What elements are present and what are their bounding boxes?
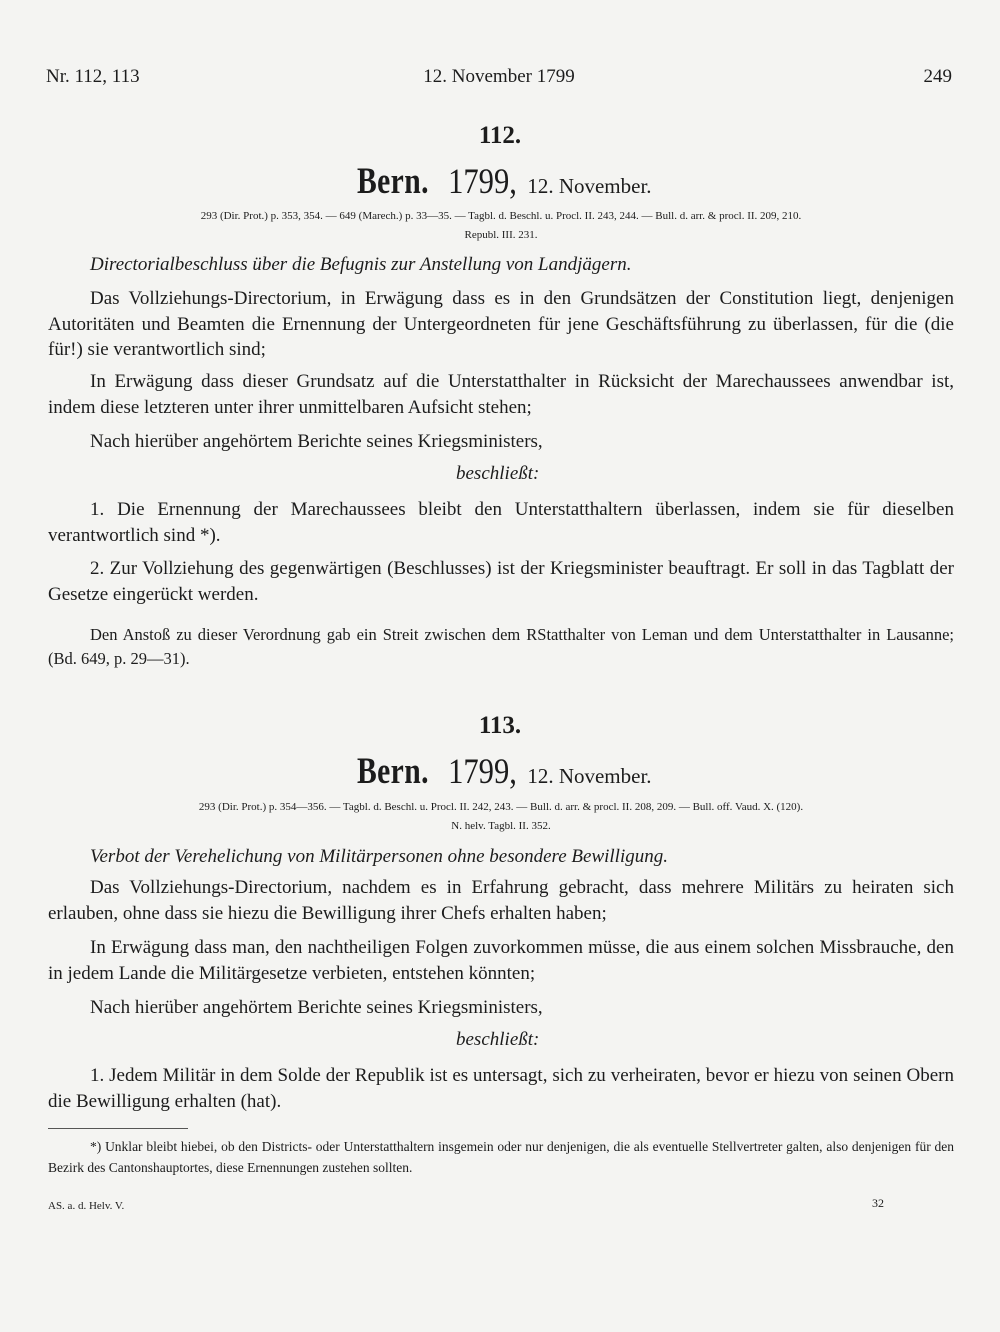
doc-112-year: 1799, (448, 161, 518, 201)
doc-112-sources-line2: Republ. III. 231. (464, 229, 538, 241)
doc-112-editorial-note: Den Anstoß zu dieser Verordnung gab ein Streit zwischen dem RStatthalter von Leman und dem Unterstatthalter in Lausanne; (Bd. 649, p. 29—31). (48, 625, 954, 668)
header-page-number: 249 (923, 66, 952, 87)
doc-113-day: 12. November. (527, 764, 652, 788)
doc-113-place: Bern. (357, 751, 430, 792)
doc-112-dateline (0, 160, 1000, 203)
doc-113-dateline (0, 750, 1000, 793)
running-header (46, 66, 952, 96)
footnote: *) Unklar bleibt hiebei, ob den Districts- oder Unterstatthaltern insgemein oder nur denjenigen, die als eventuelle Stellvertreter galten, also denjenigen für den Bezirk des Cantonshauptortes, diese Ernennungen zustehen sollten. (48, 1139, 954, 1175)
footer-signature: AS. a. d. Helv. V. (48, 1200, 125, 1212)
doc-112-title: Directorialbeschluss über die Befugnis zur Anstellung von Landjägern. (90, 254, 632, 275)
doc-113-para-2: In Erwägung dass man, den nachtheiligen Folgen zuvorkommen müsse, die aus einem solchen Missbrauche, den in jedem Lande die Militärgesetze verbieten, entstehen könnten; (48, 937, 954, 984)
doc-113-sources-line2: N. helv. Tagbl. II. 352. (451, 820, 551, 832)
footnote-rule (48, 1128, 188, 1129)
doc-112-decision: beschließt: (456, 463, 540, 484)
doc-112-place: Bern. (357, 161, 430, 202)
doc-112-sources-line1: 293 (Dir. Prot.) p. 353, 354. — 649 (Marech.) p. 33—35. — Tagbl. d. Beschl. u. Procl. II. 243, 244. — Bull. d. arr. & procl. II. 209, 210. (200, 210, 802, 222)
doc-113-article-1: 1. Jedem Militär in dem Solde der Republik ist es untersagt, sich zu verheiraten, bevor er hiezu von seinen Obern die Bewilligung erhalten (hat). (48, 1065, 954, 1112)
doc-112-para-3: Nach hierüber angehörtem Berichte seines Kriegsministers, (90, 431, 543, 452)
doc-112-article-2: 2. Zur Vollziehung des gegenwärtigen (Beschlusses) ist der Kriegsminister beauftragt. Er soll in das Tagblatt der Gesetze eingerückt werden. (48, 558, 954, 605)
doc-112-para-2: In Erwägung dass dieser Grundsatz auf die Unterstatthalter in Rücksicht der Marechaussees anwendbar ist, indem diese letzteren unter ihrer unmittelbaren Aufsicht stehen; (48, 371, 954, 418)
doc-113-number: 113. (478, 712, 522, 739)
doc-112-para-1: Das Vollziehungs-Directorium, in Erwägung dass es in den Grundsätzen der Constitution liegt, denjenigen Autoritäten und Beamten die Ernennung der Untergeordneten für jene Geschäftsführung zu überlassen, für die (die für!) sie verantwortlich sind; (48, 288, 954, 360)
doc-113-para-3: Nach hierüber angehörtem Berichte seines Kriegsministers, (90, 997, 543, 1018)
footer-sheet-number: 32 (872, 1196, 884, 1210)
doc-112-day: 12. November. (527, 174, 652, 198)
doc-113-decision: beschließt: (456, 1029, 540, 1050)
doc-113-sources (48, 798, 954, 836)
doc-113-title: Verbot der Verehelichung von Militärpersonen ohne besondere Bewilligung. (90, 846, 668, 867)
doc-112-sources (48, 207, 954, 245)
header-date: 12. November 1799 (423, 66, 575, 87)
doc-112-article-1: 1. Die Ernennung der Marechaussees bleibt den Unterstatthaltern überlassen, indem sie für dieselben verantwortlich sind *). (48, 499, 954, 546)
doc-113-sources-line1: 293 (Dir. Prot.) p. 354—356. — Tagbl. d. Beschl. u. Procl. II. 242, 243. — Bull. d. arr. & procl. II. 208, 209. — Bull. off. Vaud. X. (120). (198, 801, 804, 813)
header-doc-numbers: Nr. 112, 113 (46, 66, 140, 87)
doc-112-number: 112. (478, 122, 522, 149)
doc-113-year: 1799, (448, 751, 518, 791)
doc-113-para-1: Das Vollziehungs-Directorium, nachdem es in Erfahrung gebracht, dass mehrere Militärs zu heiraten sich erlauben, ohne dass sie hiezu die Bewilligung ihrer Chefs erhalten haben; (48, 877, 954, 924)
